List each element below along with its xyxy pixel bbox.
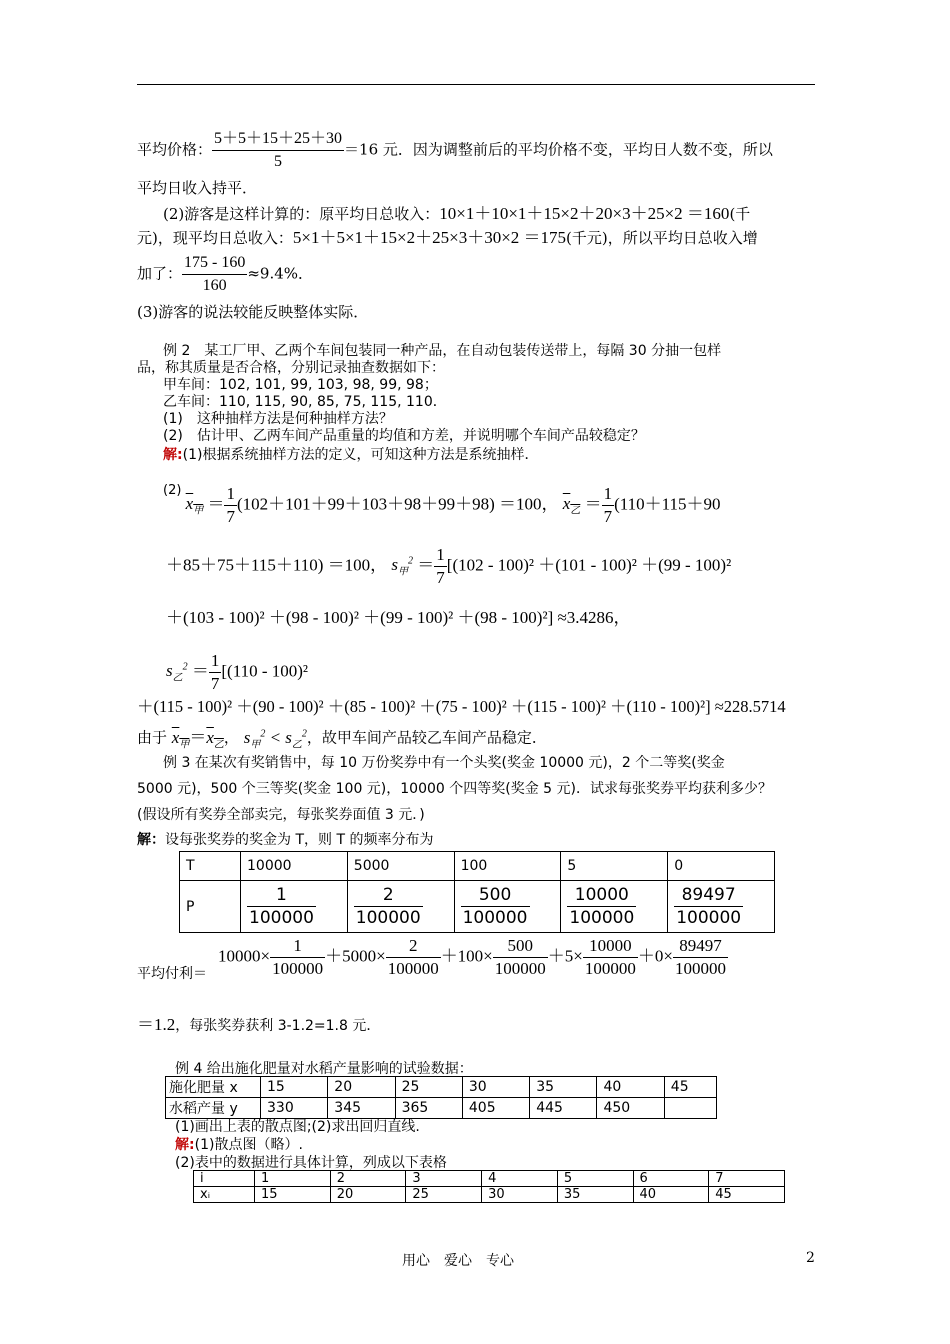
frac-num: 2 bbox=[386, 935, 441, 958]
term: ＋5× bbox=[547, 946, 583, 966]
table-cell: 20 bbox=[330, 1187, 406, 1203]
table-cell: 5000 bbox=[347, 852, 454, 881]
table-cell bbox=[664, 1098, 716, 1119]
seven: 7 bbox=[210, 674, 220, 693]
question-2: (2) 估计甲、乙两车间产品重量的均值和方差，并说明哪个车间产品较稳定？ bbox=[163, 428, 645, 444]
sub-yi: 乙 bbox=[213, 739, 224, 751]
seven: 7 bbox=[226, 507, 235, 526]
example4-solution2: (2)表中的数据进行具体计算，列成以下表格 bbox=[175, 1155, 447, 1171]
table-cell: 25 bbox=[395, 1077, 462, 1098]
frac-num: 89497 bbox=[673, 935, 728, 958]
table-cell: 1 bbox=[255, 1171, 331, 1187]
formula: 5×1＋5×1＋15×2＋25×3＋30×2 ＝175 bbox=[292, 228, 567, 247]
frac-num: 10000 bbox=[583, 935, 638, 958]
fertilizer-table bbox=[165, 1076, 717, 1119]
sub-jia: 甲 bbox=[193, 505, 204, 517]
x-bar-jia: x bbox=[171, 727, 180, 747]
prob-denominator: 100000 bbox=[355, 908, 421, 928]
term: ＋100× bbox=[440, 946, 493, 966]
one: 1 bbox=[602, 483, 615, 506]
seven: 7 bbox=[436, 568, 445, 587]
solution-label: 解: bbox=[175, 1137, 195, 1153]
data-jia: 甲车间：102, 101, 99, 103, 98, 99, 98； bbox=[163, 377, 438, 393]
table-cell: 450 bbox=[597, 1098, 664, 1119]
sub-yi: 乙 bbox=[172, 672, 183, 684]
solution-text: (1)根据系统抽样方法的定义，可知这种方法是系统抽样． bbox=[182, 447, 539, 463]
table-cell: 水稻产量 y bbox=[166, 1098, 261, 1119]
table-cell: 0 bbox=[668, 852, 775, 881]
prob-numerator: 89497 bbox=[674, 884, 743, 907]
table-cell: 5 bbox=[561, 852, 668, 881]
prob-denominator: 100000 bbox=[569, 908, 635, 928]
table-cell: 35 bbox=[557, 1187, 633, 1203]
p2-a-tail: (千 bbox=[729, 205, 751, 223]
x-bar-yi: x bbox=[206, 727, 214, 747]
solution-line bbox=[163, 444, 538, 464]
one: 1 bbox=[224, 483, 237, 506]
result-value: ＝1.2 bbox=[137, 1015, 176, 1034]
mean-jia-expr: (102＋101＋99＋103＋98＋99＋98) ＝100， bbox=[236, 494, 559, 514]
var-yi-tail: ＋(115 - 100)² ＋(90 - 100)² ＋(85 - 100)² ＋(75 - 100)² ＋(115 - 100)² ＋(110 - 100)²] ≈228.5714 bbox=[137, 697, 786, 716]
sub-jia: 甲 bbox=[179, 739, 190, 751]
x-bar-jia: x bbox=[185, 494, 194, 514]
p2-b-text: 元)，现平均日总收入： bbox=[137, 229, 293, 247]
table-cell: xᵢ bbox=[194, 1187, 255, 1203]
example2-line2: 品，称其质量是否合格，分别记录抽查数据如下： bbox=[137, 360, 445, 376]
avg-price-tail: ＝16 元．因为调整前后的平均价格不变，平均日人数不变，所以 bbox=[344, 140, 773, 159]
table-cell: 6 bbox=[633, 1171, 709, 1187]
table-cell: 45 bbox=[709, 1187, 785, 1203]
increase-tail: ≈9.4%． bbox=[247, 264, 314, 283]
header-rule bbox=[137, 84, 815, 85]
prob-numerator: 1 bbox=[247, 884, 316, 907]
prob-numerator: 10000 bbox=[567, 884, 636, 907]
table-cell: 5 bbox=[557, 1171, 633, 1187]
one: 1 bbox=[209, 650, 222, 673]
table-cell: 40 bbox=[597, 1077, 664, 1098]
example3-solution bbox=[137, 829, 433, 849]
table-cell: 45 bbox=[664, 1077, 716, 1098]
example2-line1: 例 2 某工厂甲、乙两个车间包装同一种产品，在自动包装传送带上，每隔 30 分抽一包样 bbox=[163, 343, 722, 359]
table-cell: 345 bbox=[328, 1098, 395, 1119]
prob-denominator: 100000 bbox=[676, 908, 742, 928]
s-symbol: s bbox=[166, 661, 173, 681]
p2-b-tail: (千元)，所以平均日总收入增 bbox=[566, 229, 758, 247]
table-cell: 405 bbox=[462, 1098, 529, 1119]
frac-den: 100000 bbox=[674, 959, 726, 978]
table-cell: 4 bbox=[482, 1171, 558, 1187]
var-jia-head: [(102 - 100)² ＋(101 - 100)² ＋(99 - 100)² bbox=[446, 555, 732, 575]
p2-line-b bbox=[137, 228, 758, 248]
table-cell: 100 bbox=[454, 852, 561, 881]
sub-jia: 甲 bbox=[398, 566, 409, 578]
table-cell: 15 bbox=[261, 1077, 328, 1098]
table-cell: T bbox=[180, 852, 241, 881]
frac-num: 1 bbox=[270, 935, 325, 958]
increase-numerator: 175 - 160 bbox=[182, 252, 247, 275]
one: 1 bbox=[434, 544, 447, 567]
term: ＋0× bbox=[637, 946, 673, 966]
mean-yi-head: (110＋115＋90 bbox=[614, 494, 721, 514]
frac-den: 100000 bbox=[494, 959, 546, 978]
mean-line: $^{(2)}$ $x_甲$ ＝ $\frac{1}{7}$ (102＋101＋99＋103＋98＋99＋98) ＝100， $x_乙$ ＝ $\frac{1}{7}$ (110＋115＋90 bbox=[163, 483, 721, 526]
var-yi-head: [(110 - 100)² bbox=[221, 661, 308, 681]
data-yi: 乙车间：110, 115, 90, 85, 75, 115, 110． bbox=[163, 394, 447, 410]
table-cell: 445 bbox=[530, 1098, 597, 1119]
frac-num: 500 bbox=[493, 935, 548, 958]
sub-yi: 乙 bbox=[570, 505, 581, 517]
prize-distribution-table bbox=[179, 851, 775, 933]
result-line bbox=[137, 1010, 380, 1035]
table-cell: 365 bbox=[395, 1098, 462, 1119]
avg-payout-formula bbox=[218, 935, 728, 980]
x-bar-yi: x bbox=[562, 494, 571, 514]
solution-text: (1)散点图（略）. bbox=[194, 1137, 303, 1153]
increase-denominator: 160 bbox=[202, 277, 227, 294]
formula: 10×1＋10×1＋15×2＋20×3＋25×2 ＝160 bbox=[439, 204, 730, 223]
example4-line1: 例 4 给出施化肥量对水稻产量影响的试验数据： bbox=[175, 1061, 473, 1077]
example4-solution bbox=[175, 1134, 303, 1154]
table-cell: 7 bbox=[709, 1171, 785, 1187]
table-cell: 30 bbox=[462, 1077, 529, 1098]
prob-denominator: 100000 bbox=[249, 908, 314, 928]
frac-den: 100000 bbox=[584, 959, 636, 978]
footer-motto: 用心 爱心 专心 bbox=[402, 1253, 514, 1269]
avg-price-denominator: 5 bbox=[274, 153, 283, 170]
table-cell: 10000 bbox=[241, 852, 348, 881]
s-symbol: s bbox=[243, 727, 251, 747]
var-jia-tail: ＋(103 - 100)² ＋(98 - 100)² ＋(99 - 100)² ＋(98 - 100)²] ≈3.4286， bbox=[166, 608, 631, 627]
paragraph-line: (3)游客的说法较能反映整体实际． bbox=[137, 303, 369, 321]
conclusion-line: 由于 $x_甲=x_乙$， $s_甲^2 < s_乙^2$，故甲车间产品较乙车间产品稳定． bbox=[137, 727, 547, 751]
question-1: (1) 这种抽样方法是何种抽样方法？ bbox=[163, 411, 393, 427]
avg-payout-label: 平均付利＝ bbox=[137, 966, 207, 982]
table-cell: 40 bbox=[633, 1187, 709, 1203]
p2-line-c bbox=[137, 252, 313, 297]
prob-denominator: 100000 bbox=[462, 908, 528, 928]
paragraph-line: 平均日收入持平． bbox=[137, 179, 258, 197]
var-jia-line: ＋85＋75＋115＋110) ＝100， $s_甲^2$ ＝ $\frac{1}{7}$ [(102 - 100)² ＋(101 - 100)² ＋(99 - 100)² bbox=[166, 545, 732, 587]
prob-numerator: 500 bbox=[461, 884, 530, 907]
frac-den: 100000 bbox=[387, 959, 439, 978]
result-tail: ，每张奖券获利 3-1.2=1.8 元． bbox=[175, 1018, 381, 1034]
term: ＋5000× bbox=[325, 946, 386, 966]
p2-line-a bbox=[163, 204, 750, 224]
table-cell: 20 bbox=[328, 1077, 395, 1098]
p2-c-text: 加了： bbox=[137, 264, 183, 283]
example4-question: (1)画出上表的散点图;(2)求出回归直线. bbox=[175, 1119, 420, 1135]
example3-line3: (假设所有奖券全部卖完，每张奖券面值 3 元．) bbox=[137, 807, 425, 823]
var-yi-line: $s_乙^2$ ＝ $\frac{1}{7}$ [(110 - 100)² bbox=[166, 651, 308, 693]
table-cell: 25 bbox=[406, 1187, 482, 1203]
conclusion-b: ， bbox=[223, 728, 239, 747]
s-symbol: s bbox=[285, 727, 292, 747]
table-cell: i bbox=[194, 1171, 255, 1187]
table-cell: 施化肥量 x bbox=[166, 1077, 261, 1098]
table-cell: 30 bbox=[482, 1187, 558, 1203]
table-cell: P bbox=[180, 881, 241, 933]
part2-label: (2) bbox=[163, 483, 182, 498]
sub-jia: 甲 bbox=[250, 739, 261, 751]
table-cell: 15 bbox=[255, 1187, 331, 1203]
p2-a-text: (2)游客是这样计算的：原平均日总收入： bbox=[163, 205, 440, 223]
computation-table bbox=[193, 1170, 785, 1203]
solution-label: 解: bbox=[163, 447, 183, 463]
avg-price-line bbox=[137, 128, 773, 173]
sub-yi: 乙 bbox=[291, 739, 302, 751]
conclusion-c: ，故甲车间产品较乙车间产品稳定． bbox=[306, 728, 547, 747]
table-cell: 2 bbox=[330, 1171, 406, 1187]
example3-line1: 例 3 在某次有奖销售中，每 10 万份奖券中有一个头奖(奖金 10000 元)，2 个二等奖(奖金 bbox=[163, 755, 725, 771]
table-cell: 3 bbox=[406, 1171, 482, 1187]
avg-price-numerator: 5＋5＋15＋25＋30 bbox=[212, 128, 344, 151]
frac-den: 100000 bbox=[272, 959, 324, 978]
solution-label: 解： bbox=[137, 832, 165, 848]
term: 10000× bbox=[218, 946, 271, 966]
table-cell: 330 bbox=[261, 1098, 328, 1119]
s-symbol: s bbox=[391, 555, 399, 575]
page-number: 2 bbox=[806, 1250, 815, 1266]
prob-numerator: 2 bbox=[354, 884, 423, 907]
mean-yi-tail: ＋85＋75＋115＋110) ＝100， bbox=[166, 555, 388, 575]
avg-price-label: 平均价格： bbox=[137, 140, 213, 159]
conclusion-a: 由于 bbox=[137, 728, 168, 747]
example3-line2: 5000 元)，500 个三等奖(奖金 100 元)，10000 个四等奖(奖金 5 元)．试求每张奖券平均获利多少？ bbox=[137, 781, 772, 797]
solution-text: 设每张奖券的奖金为 T，则 T 的频率分布为 bbox=[165, 832, 434, 848]
seven: 7 bbox=[603, 507, 613, 526]
table-cell: 35 bbox=[530, 1077, 597, 1098]
